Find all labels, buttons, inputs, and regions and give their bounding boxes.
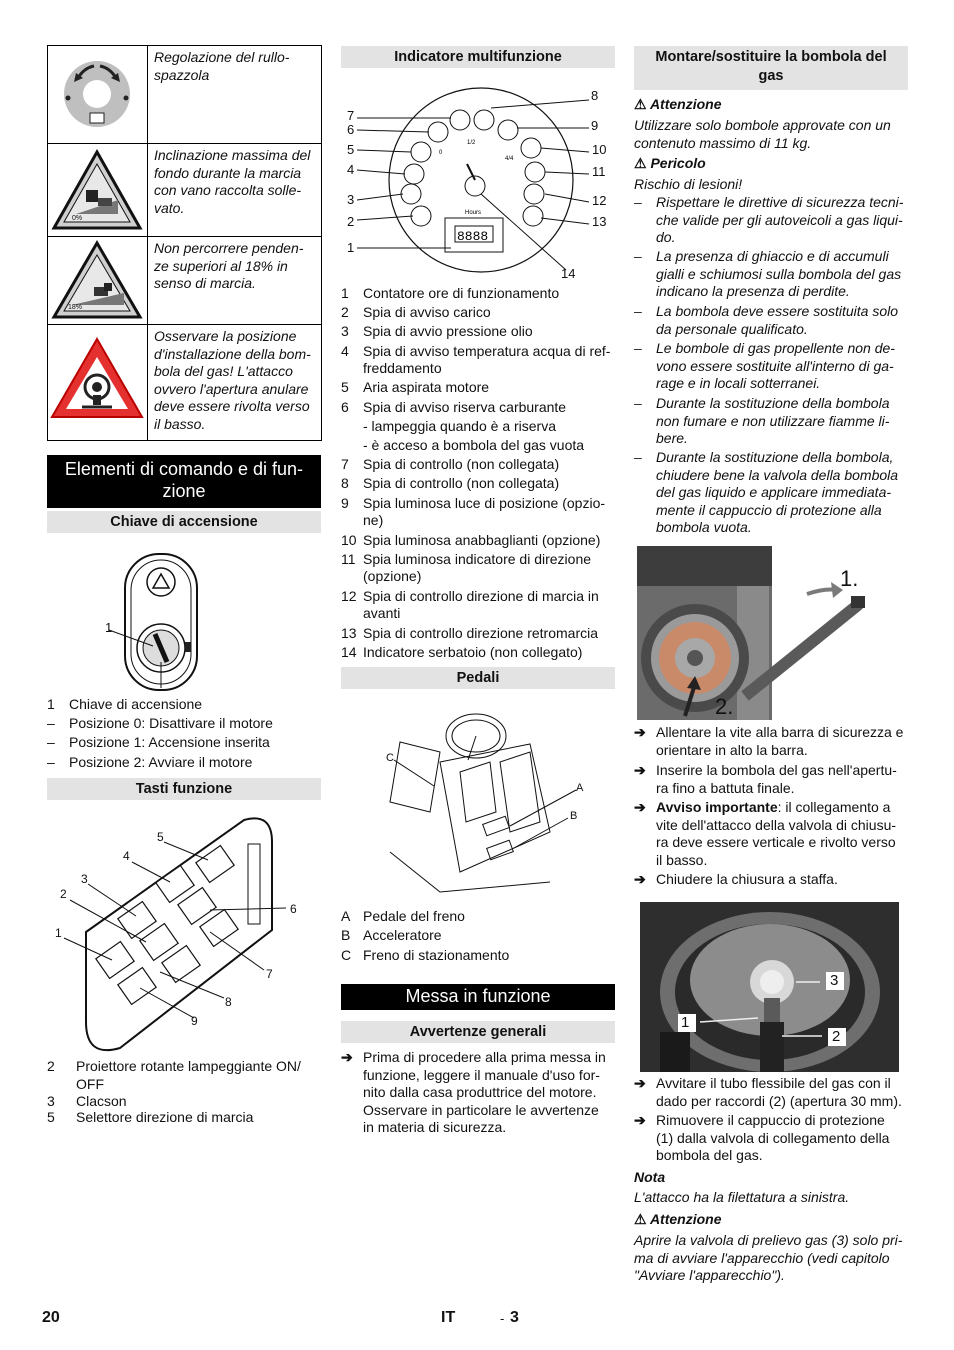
figure-label: 7 xyxy=(266,967,273,981)
figure-label: 11 xyxy=(592,164,606,179)
figure-label: 6 xyxy=(290,902,297,916)
danger-label: ⚠ Pericolo xyxy=(634,155,706,171)
attention-label-2: ⚠ Attenzione xyxy=(634,1211,722,1227)
svg-text:8888: 8888 xyxy=(457,229,489,244)
svg-text:0%: 0% xyxy=(72,215,83,222)
figure-label: 8 xyxy=(225,995,232,1009)
ignition-key-figure xyxy=(95,550,215,695)
figure-label: 5 xyxy=(347,142,355,157)
function-keys-heading: Tasti funzione xyxy=(47,778,321,800)
figure-label: 1 xyxy=(105,620,113,635)
table-row: Regolazione del rullo- spazzola xyxy=(48,46,321,143)
gas-bottle-warning-icon xyxy=(48,325,148,441)
ignition-heading: Chiave di accensione xyxy=(47,511,321,533)
arrow-bullet-icon: ➔ xyxy=(634,1112,646,1128)
attention-text: Utilizzare solo bombole approvate con un contenuto massimo di 11 kg. xyxy=(634,117,891,151)
svg-text:1/2: 1/2 xyxy=(467,140,476,146)
attention-label: ⚠ Attenzione xyxy=(634,96,722,112)
language-code: IT xyxy=(441,1309,456,1326)
photo-step-label: 2 xyxy=(832,1028,841,1045)
figure-label: 12 xyxy=(592,193,607,208)
figure-label: 3 xyxy=(81,872,88,886)
photo-step-label: 2. xyxy=(715,694,734,719)
figure-label: 13 xyxy=(592,214,607,229)
note-label: Nota xyxy=(634,1169,666,1185)
multi-indicator-heading: Indicatore multifunzione xyxy=(341,46,615,68)
svg-text:Hours: Hours xyxy=(465,210,482,216)
table-row: 0% Inclinazione massima del fondo durante la marcia con vano raccolta solle- vato. xyxy=(48,143,321,237)
arrow-bullet-icon: ➔ xyxy=(634,762,646,778)
photo-step-label: 1 xyxy=(681,1014,690,1031)
symbol-table xyxy=(47,45,322,441)
figure-label: 3 xyxy=(347,192,355,207)
figure-label: A xyxy=(576,782,584,794)
figure-label: 6 xyxy=(347,122,355,137)
gas-bottle-heading: Montare/sostituire la bombola del gas xyxy=(634,46,908,90)
max-incline-warning-icon xyxy=(48,144,148,237)
svg-text:18%: 18% xyxy=(68,304,83,311)
general-notes-heading: Avvertenze generali xyxy=(341,1021,615,1043)
figure-label: C xyxy=(386,752,394,764)
warning-triangle-icon: ⚠ xyxy=(634,1211,647,1227)
attention-text-2: Aprire la valvola di prelievo gas (3) solo pri- ma di avviare l'apparecchio (vedi capitolo "Avviare l'apparecchio"). xyxy=(634,1232,903,1283)
figure-label: 4 xyxy=(123,849,130,863)
figure-label: 8 xyxy=(591,88,599,103)
note-text: L'attacco ha la filettatura a sinistra. xyxy=(634,1189,850,1205)
footer-section-number: 3 xyxy=(510,1309,519,1326)
pedals-figure xyxy=(380,702,584,902)
page-number: 20 xyxy=(42,1309,60,1326)
figure-label: 1 xyxy=(55,926,62,940)
figure-label: 14 xyxy=(561,266,576,281)
arrow-bullet-icon: ➔ xyxy=(634,1075,646,1091)
pedals-heading: Pedali xyxy=(341,667,615,689)
table-row: 18% Non percorrere penden- ze superiori al 18% in senso di marcia. xyxy=(48,236,321,325)
gas-bottle-photo-1 xyxy=(637,546,867,720)
figure-label: 7 xyxy=(347,108,355,123)
arrow-bullet-icon: ➔ xyxy=(634,724,646,740)
figure-label: 9 xyxy=(591,118,599,133)
figure-label: 5 xyxy=(157,830,164,844)
roller-brush-adjust-icon xyxy=(48,46,148,143)
svg-text:4/4: 4/4 xyxy=(505,156,514,162)
figure-label: 1 xyxy=(347,240,355,255)
table-row: Osservare la posizione d'installazione della bom- bola del gas! L'attacco ovvero l'apertura anulare deve essere rivolta verso il basso. xyxy=(48,324,321,441)
footer-separator: - xyxy=(500,1311,505,1326)
figure-label: 4 xyxy=(347,162,355,177)
arrow-bullet-icon: ➔ xyxy=(341,1049,353,1065)
figure-label: B xyxy=(570,810,578,822)
danger-text: Rischio di lesioni! xyxy=(634,176,743,192)
photo-step-label: 1. xyxy=(840,566,859,591)
figure-label: 2 xyxy=(347,214,355,229)
figure-label: 9 xyxy=(191,1014,198,1028)
slope-18-warning-icon xyxy=(48,237,148,325)
warning-triangle-icon: ⚠ xyxy=(634,96,647,112)
arrow-bullet-icon: ➔ xyxy=(634,799,646,815)
svg-text:0: 0 xyxy=(439,150,443,156)
photo-step-label: 3 xyxy=(830,972,839,989)
function-keys-figure xyxy=(50,812,310,1052)
section-title-controls: Elementi di comando e di fun- zione xyxy=(47,455,321,508)
multi-indicator-figure xyxy=(341,82,615,282)
gas-bottle-photo-2 xyxy=(640,902,899,1072)
figure-label: 2 xyxy=(60,887,67,901)
arrow-bullet-icon: ➔ xyxy=(634,871,646,887)
warning-triangle-icon: ⚠ xyxy=(634,155,647,171)
figure-label: 10 xyxy=(592,142,607,157)
section-title-startup: Messa in funzione xyxy=(341,984,615,1010)
